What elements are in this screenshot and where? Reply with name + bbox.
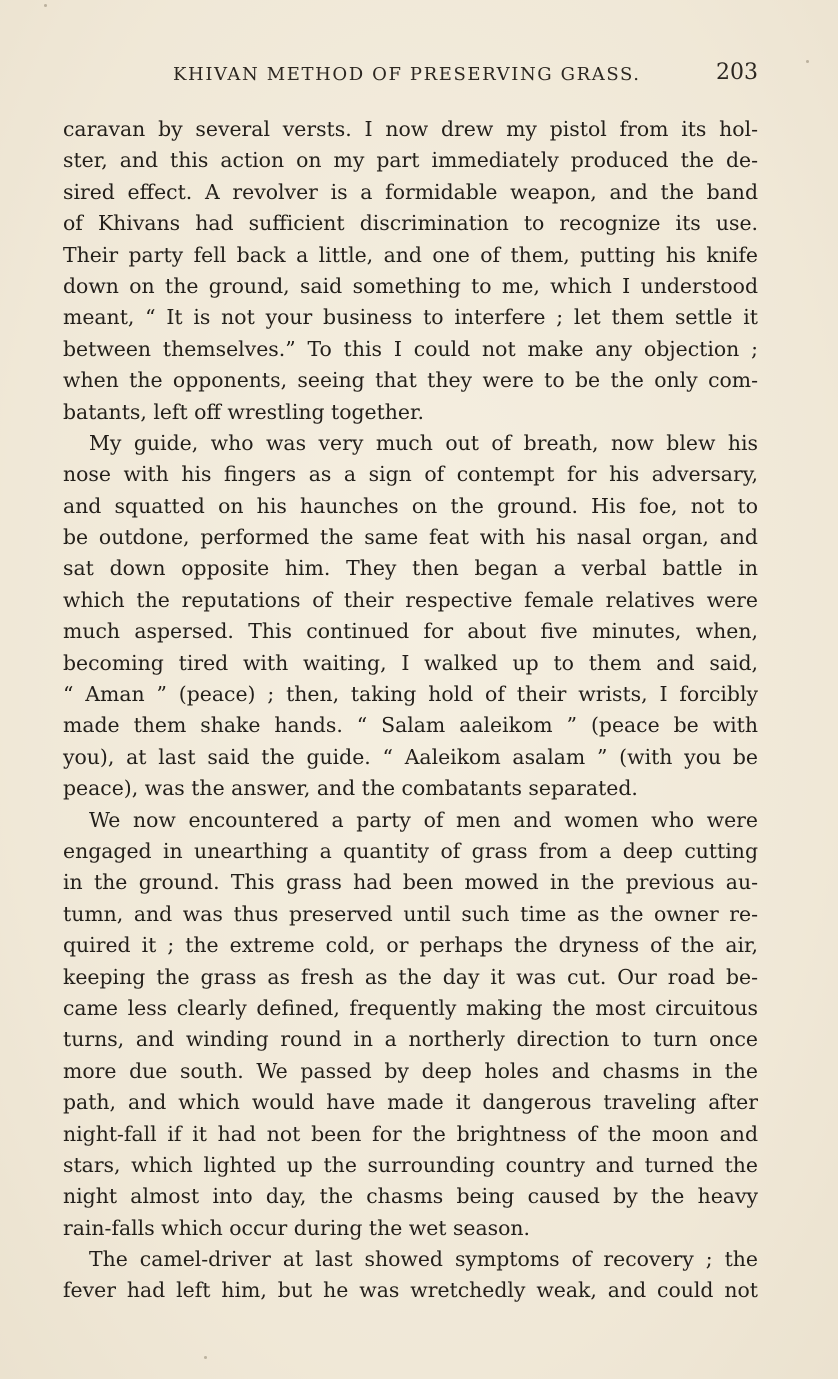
text-line: you), at last said the guide. “ Aaleikom asalam ” (with you be bbox=[63, 744, 758, 769]
text-line: night almost into day, the chasms being caused by the heavy bbox=[63, 1184, 758, 1209]
text-line: be outdone, performed the same feat with his nasal organ, and bbox=[63, 525, 758, 550]
text-line: peace), was the answer, and the combatants separated. bbox=[63, 776, 638, 801]
text-line: becoming tired with waiting, I walked up to them and said, bbox=[63, 650, 758, 675]
text-line: “ Aman ” (peace) ; then, taking hold of their wrists, I forcibly bbox=[63, 682, 758, 707]
text-line: keeping the grass as fresh as the day it was cut. Our road be- bbox=[63, 964, 758, 989]
text-line: which the reputations of their respective female relatives were bbox=[63, 587, 758, 612]
text-line: of Khivans had sufficient discrimination to recognize its use. bbox=[63, 211, 758, 236]
paragraph-start-line: My guide, who was very much out of breath, now blew his bbox=[89, 430, 758, 455]
paragraph-start-line: We now encountered a party of men and women who were bbox=[89, 807, 758, 832]
text-line: batants, left off wrestling together. bbox=[63, 399, 424, 424]
text-line: rain-falls which occur during the wet season. bbox=[63, 1215, 530, 1240]
body-text bbox=[63, 114, 758, 1307]
text-line: came less clearly defined, frequently making the most circuitous bbox=[63, 995, 758, 1020]
text-line: when the opponents, seeing that they were to be the only com- bbox=[63, 368, 758, 393]
text-line: nose with his fingers as a sign of contempt for his adversary, bbox=[63, 462, 758, 487]
paper-speck bbox=[806, 60, 809, 63]
text-line: meant, “ It is not your business to interfere ; let them settle it bbox=[63, 305, 758, 330]
text-line: and squatted on his haunches on the ground. His foe, not to bbox=[63, 493, 758, 518]
text-line: sat down opposite him. They then began a verbal battle in bbox=[63, 556, 758, 581]
paper-speck bbox=[44, 4, 47, 7]
text-line: engaged in unearthing a quantity of grass from a deep cutting bbox=[63, 838, 758, 863]
text-line: turns, and winding round in a northerly direction to turn once bbox=[63, 1027, 758, 1052]
text-line: night-fall if it had not been for the brightness of the moon and bbox=[63, 1121, 758, 1146]
text-line: fever had left him, but he was wretchedly weak, and could not bbox=[63, 1278, 758, 1303]
page-header bbox=[63, 58, 758, 98]
text-line: between themselves.” To this I could not make any objection ; bbox=[63, 336, 758, 361]
paper-speck bbox=[204, 1356, 207, 1359]
text-line: in the ground. This grass had been mowed in the previous au- bbox=[63, 870, 758, 895]
text-line: sired effect. A revolver is a formidable weapon, and the band bbox=[63, 179, 758, 204]
text-line: quired it ; the extreme cold, or perhaps the dryness of the air, bbox=[63, 933, 758, 958]
text-line: more due south. We passed by deep holes and chasms in the bbox=[63, 1058, 758, 1083]
text-line: caravan by several versts. I now drew my pistol from its hol- bbox=[63, 117, 758, 141]
text-line: much aspersed. This continued for about five minutes, when, bbox=[63, 619, 758, 644]
running-head: KHIVAN METHOD OF PRESERVING GRASS. bbox=[173, 64, 641, 85]
text-line: path, and which would have made it dangerous traveling after bbox=[63, 1090, 758, 1115]
text-line: made them shake hands. “ Salam aaleikom ” (peace be with bbox=[63, 713, 758, 738]
text-line: ster, and this action on my part immediately produced the de- bbox=[63, 148, 758, 173]
text-line: Their party fell back a little, and one of them, putting his knife bbox=[63, 242, 758, 267]
page-number: 203 bbox=[716, 60, 758, 85]
text-line: down on the ground, said something to me, which I understood bbox=[63, 273, 758, 298]
text-line: tumn, and was thus preserved until such time as the owner re- bbox=[63, 901, 758, 926]
paragraph-start-line: The camel-driver at last showed symptoms of recovery ; the bbox=[89, 1247, 758, 1272]
text-line: stars, which lighted up the surrounding country and turned the bbox=[63, 1152, 758, 1177]
